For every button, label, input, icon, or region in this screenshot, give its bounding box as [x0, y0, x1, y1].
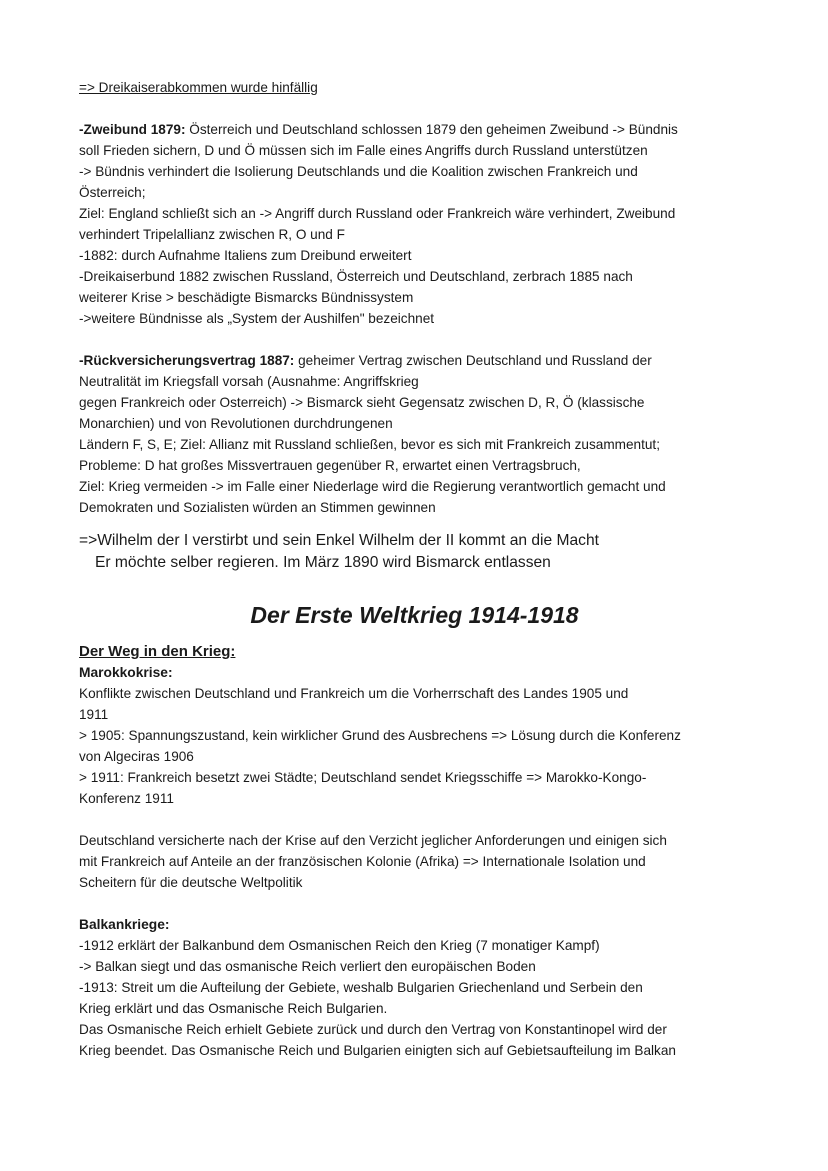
rueckversicherung-line-1: -Rückversicherungsvertrag 1887: geheimer Vertrag zwischen Deutschland und Russland der	[79, 353, 652, 368]
balkan-line-2: -> Balkan siegt und das osmanische Reich verliert den europäischen Boden	[79, 959, 536, 974]
zweibund-line-4: Österreich;	[79, 185, 146, 200]
section-heading: Der Weg in den Krieg:	[79, 643, 236, 660]
zweibund-line-10: ->weitere Bündnisse als „System der Aushilfen" bezeichnet	[79, 311, 435, 326]
marokko-line-8: mit Frankreich auf Anteile an der französischen Kolonie (Afrika) => Internationale Isolation und	[79, 854, 646, 869]
zweibund-line-2: soll Frieden sichern, D und Ö müssen sich im Falle eines Angriffs durch Russland unterstützen	[79, 143, 648, 158]
rueckversicherung-line-3: gegen Frankreich oder Osterreich) -> Bismarck sieht Gegensatz zwischen D, R, Ö (klassische	[79, 395, 645, 410]
rueckversicherung-heading: -Rückversicherungsvertrag 1887:	[79, 353, 295, 368]
rueckversicherung-line-6: Probleme: D hat großes Missvertrauen gegenüber R, erwartet einen Vertragsbruch,	[79, 458, 581, 473]
balkan-heading: Balkankriege:	[79, 917, 170, 932]
zweibund-line-9: weiterer Krise > beschädigte Bismarcks Bündnissystem	[79, 290, 414, 305]
marokko-line-4: von Algeciras 1906	[79, 749, 194, 764]
dreikaiser-note: => Dreikaiserabkommen wurde hinfällig	[79, 80, 318, 95]
zweibund-line-6: verhindert Tripelallianz zwischen R, O und F	[79, 227, 345, 242]
zweibund-line-1: -Zweibund 1879: Österreich und Deutschland schlossen 1879 den geheimen Zweibund -> Bündnis	[79, 122, 678, 137]
rueckversicherung-line-2: Neutralität im Kriegsfall vorsah (Ausnahme: Angriffskrieg	[79, 374, 419, 389]
zweibund-line-3: -> Bündnis verhindert die Isolierung Deutschlands und die Koalition zwischen Frankreich und	[79, 164, 638, 179]
page-title: Der Erste Weltkrieg 1914-1918	[250, 602, 579, 628]
rueckversicherung-line-4: Monarchien) und von Revolutionen durchdrungenen	[79, 416, 393, 431]
zweibund-line-5: Ziel: England schließt sich an -> Angriff durch Russland oder Frankreich wäre verhindert, Zweibund	[79, 206, 676, 221]
marokko-line-2: 1911	[79, 707, 109, 722]
marokko-line-9: Scheitern für die deutsche Weltpolitik	[79, 875, 303, 890]
balkan-line-3: -1913: Streit um die Aufteilung der Gebiete, weshalb Bulgarien Griechenland und Serbein den	[79, 980, 643, 995]
rueckversicherung-line-8: Demokraten und Sozialisten würden an Stimmen gewinnen	[79, 500, 436, 515]
marokko-line-6: Konferenz 1911	[79, 791, 174, 806]
balkan-line-1: -1912 erklärt der Balkanbund dem Osmanischen Reich den Krieg (7 monatiger Kampf)	[79, 938, 600, 953]
marokko-line-7: Deutschland versicherte nach der Krise auf den Verzicht jeglicher Anforderungen und einigen sich	[79, 833, 667, 848]
marokko-line-5: > 1911: Frankreich besetzt zwei Städte; Deutschland sendet Kriegsschiffe => Marokko-Kongo-	[79, 770, 647, 785]
rueckversicherung-line-7: Ziel: Krieg vermeiden -> im Falle einer Niederlage wird die Regierung verantwortlich gemacht und	[79, 479, 666, 494]
rueckversicherung-line-5: Ländern F, S, E; Ziel: Allianz mit Russland schließen, bevor es sich mit Frankreich zusammentut;	[79, 437, 660, 452]
marokko-line-1: Konflikte zwischen Deutschland und Frankreich um die Vorherrschaft des Landes 1905 und	[79, 686, 629, 701]
marokko-heading: Marokkokrise:	[79, 665, 173, 680]
zweibund-line-8: -Dreikaiserbund 1882 zwischen Russland, Österreich und Deutschland, zerbrach 1885 nach	[79, 269, 633, 284]
balkan-line-5: Das Osmanische Reich erhielt Gebiete zurück und durch den Vertrag von Konstantinopel wird der	[79, 1022, 667, 1037]
wilhelm-line-2: Er möchte selber regieren. Im März 1890 wird Bismarck entlassen	[95, 554, 551, 571]
wilhelm-line-1: =>Wilhelm der I verstirbt und sein Enkel Wilhelm der II kommt an die Macht	[79, 532, 599, 549]
marokko-line-3: > 1905: Spannungszustand, kein wirklicher Grund des Ausbrechens => Lösung durch die Konferenz	[79, 728, 681, 743]
zweibund-line-7: -1882: durch Aufnahme Italiens zum Dreibund erweitert	[79, 248, 412, 263]
balkan-line-6: Krieg beendet. Das Osmanische Reich und Bulgarien einigten sich auf Gebietsaufteilung im Balkan	[79, 1043, 676, 1058]
zweibund-heading: -Zweibund 1879:	[79, 122, 186, 137]
balkan-line-4: Krieg erklärt und das Osmanische Reich Bulgarien.	[79, 1001, 388, 1016]
